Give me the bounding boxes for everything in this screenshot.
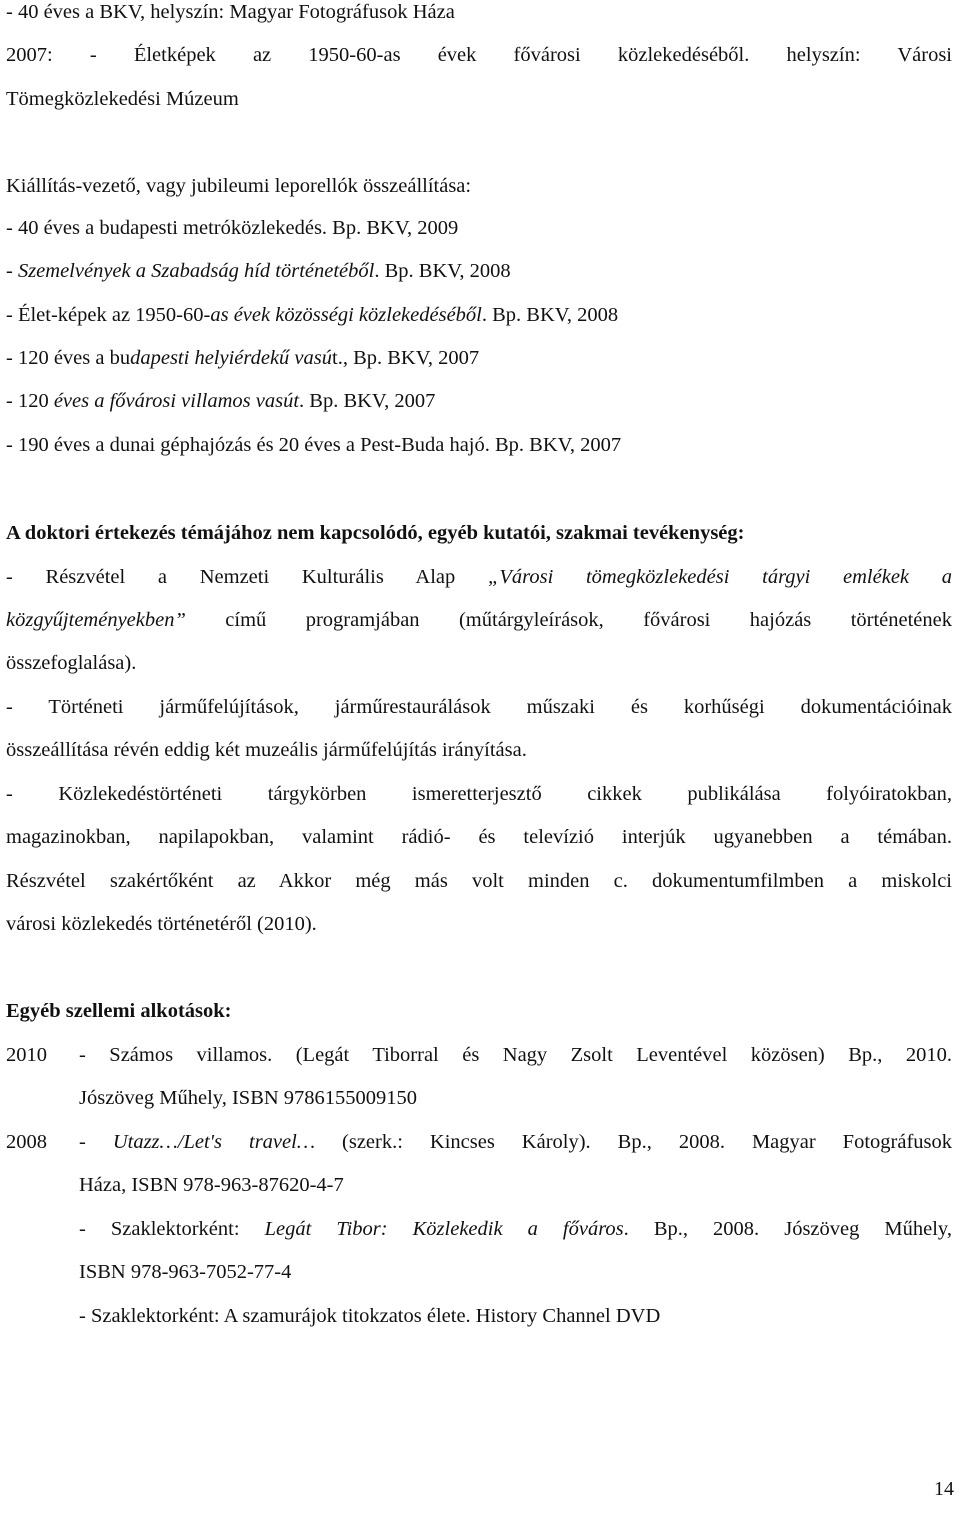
entry-line: ISBN 978-963-7052-77-4: [79, 1261, 292, 1283]
paragraph-line: - Részvétel a Nemzeti Kulturális Alap „Városi tömegközlekedési tárgyi emlékek a: [6, 566, 952, 588]
entry-line: - Utazz…/Let's travel… (szerk.: Kincses Károly). Bp., 2008. Magyar Fotográfusok: [79, 1131, 953, 1153]
list-item: - 190 éves a dunai géphajózás és 20 éves a Pest-Buda hajó. Bp. BKV, 2007: [6, 434, 622, 456]
exhibition-line: 2007: - Életképek az 1950-60-as évek fővárosi közlekedéséből. helyszín: Városi: [6, 44, 952, 66]
paragraph-line: Részvétel szakértőként az Akkor még más volt minden c. dokumentumfilmben a miskolci: [6, 870, 952, 892]
year-label: 2010: [6, 1044, 47, 1066]
paragraph-line: - Történeti járműfelújítások, járműrestaurálások műszaki és korhűségi dokumentációinak: [6, 696, 952, 718]
entry-line: - Szaklektorként: A szamurájok titokzatos élete. History Channel DVD: [79, 1305, 661, 1327]
list-item: - Élet-képek az 1950-60-as évek közösségi közlekedéséből. Bp. BKV, 2008: [6, 304, 619, 326]
list-item: - Szemelvények a Szabadság híd történetéből. Bp. BKV, 2008: [6, 260, 511, 282]
entry-line: - Számos villamos. (Legát Tiborral és Nagy Zsolt Leventével közösen) Bp., 2010.: [79, 1044, 952, 1066]
section-heading-creative: Egyéb szellemi alkotások:: [6, 1000, 232, 1022]
paragraph-line: - Közlekedéstörténeti tárgykörben ismeretterjesztő cikkek publikálása folyóiratokban,: [6, 783, 952, 805]
exhibition-line: Tömegközlekedési Múzeum: [6, 88, 239, 110]
page-number: 14: [934, 1478, 954, 1500]
entry-line: - Szaklektorként: Legát Tibor: Közlekedik a főváros. Bp., 2008. Jószöveg Műhely,: [79, 1218, 952, 1240]
exhibition-line: - 40 éves a BKV, helyszín: Magyar Fotográfusok Háza: [6, 1, 455, 23]
paragraph-line: összefoglalása).: [6, 652, 137, 674]
list-item: - 40 éves a budapesti metróközlekedés. Bp. BKV, 2009: [6, 217, 459, 239]
entry-line: Háza, ISBN 978-963-87620-4-7: [79, 1174, 344, 1196]
year-label: 2008: [6, 1131, 47, 1153]
list-item: - 120 éves a budapesti helyiérdekű vasút., Bp. BKV, 2007: [6, 347, 480, 369]
list-item: - 120 éves a fővárosi villamos vasút. Bp. BKV, 2007: [6, 390, 436, 412]
entry-line: Jószöveg Műhely, ISBN 9786155009150: [79, 1087, 418, 1109]
section-heading-leporello: Kiállítás-vezető, vagy jubileumi leporellók összeállítása:: [6, 175, 472, 197]
paragraph-line: városi közlekedés történetéről (2010).: [6, 913, 317, 935]
paragraph-line: összeállítása révén eddig két muzeális járműfelújítás irányítása.: [6, 739, 527, 761]
section-heading-other: A doktori értekezés témájához nem kapcsolódó, egyéb kutatói, szakmai tevékenység:: [6, 522, 745, 544]
paragraph-line: közgyűjteményekben” című programjában (műtárgyleírások, fővárosi hajózás történetének: [6, 609, 952, 631]
paragraph-line: magazinokban, napilapokban, valamint rádió- és televízió interjúk ugyanebben a témában.: [6, 826, 952, 848]
